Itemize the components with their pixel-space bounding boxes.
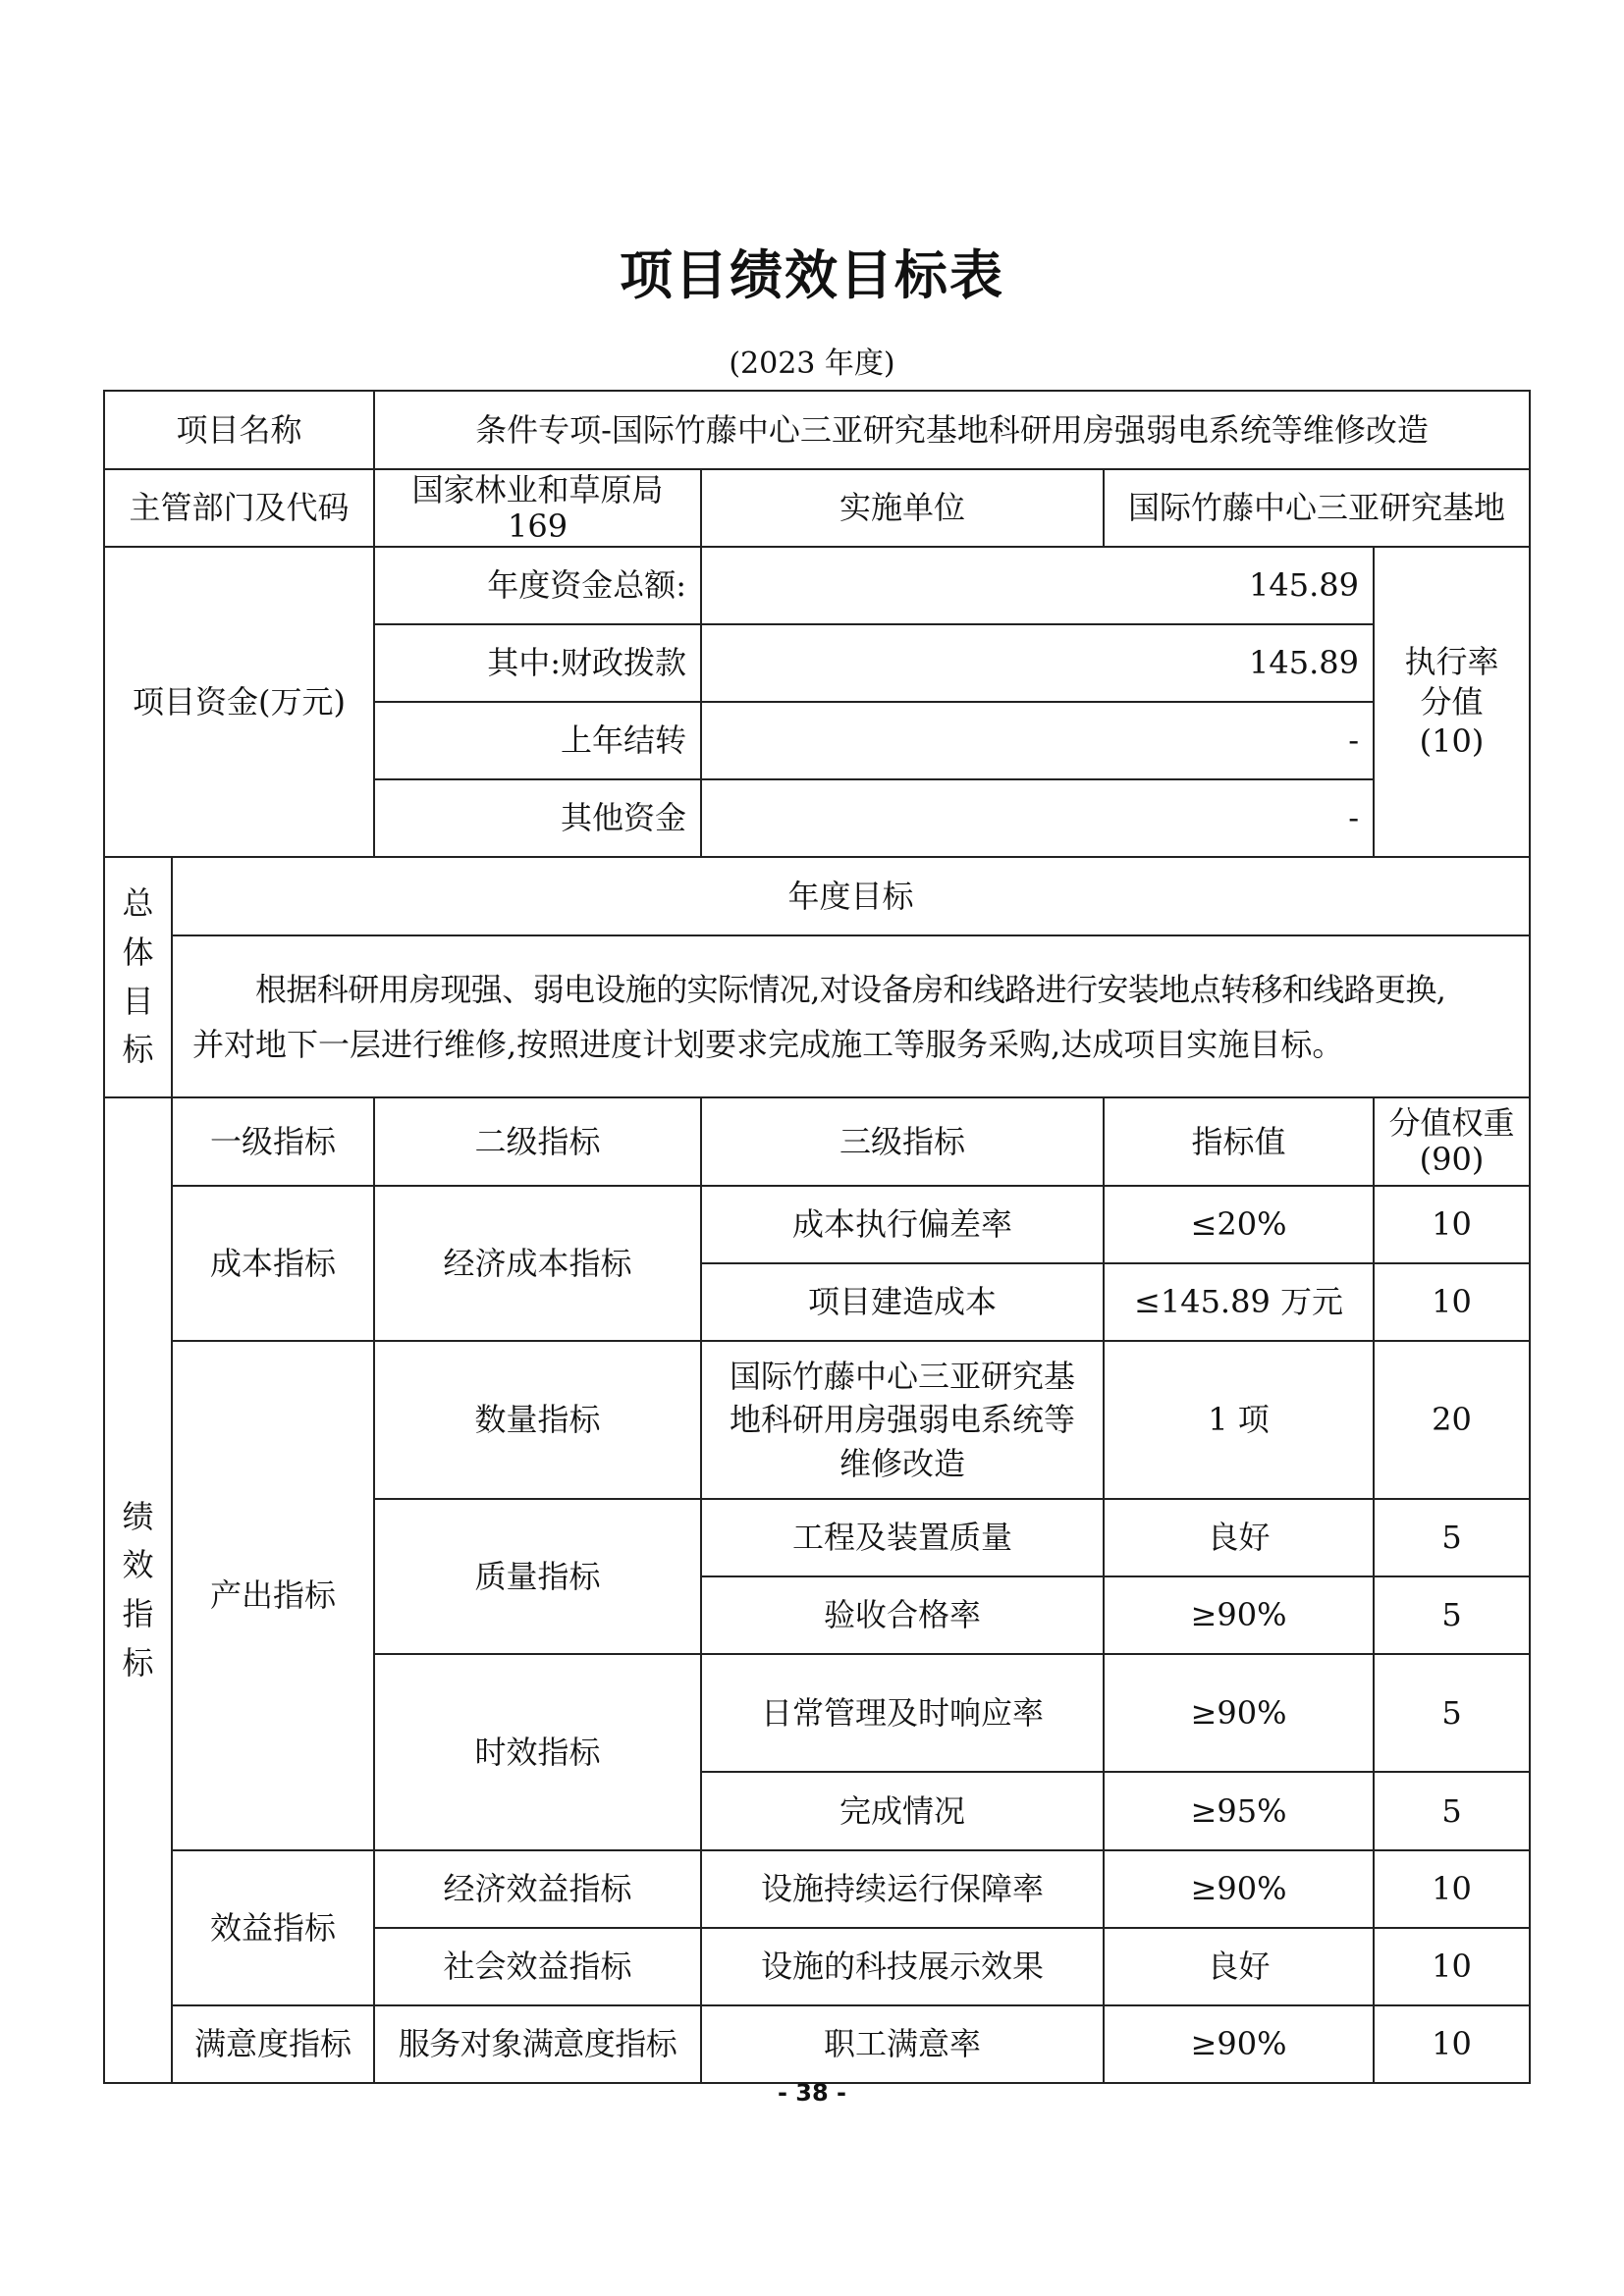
timeliness-row-weight: 5 — [1374, 1772, 1530, 1850]
dept-label: 主管部门及代码 — [104, 469, 374, 547]
funds-fiscal-value: 145.89 — [701, 624, 1374, 702]
cost-row-level3: 成本执行偏差率 — [701, 1186, 1104, 1263]
satisfaction-value: ≥90% — [1104, 2005, 1374, 2083]
timeliness-row-level3: 完成情况 — [701, 1772, 1104, 1850]
annual-goal-line2: 并对地下一层进行维修,按照进度计划要求完成施工等服务采购,达成项目实施目标。 — [192, 1025, 1344, 1063]
quality-row-weight: 5 — [1374, 1499, 1530, 1576]
timeliness-row-weight: 5 — [1374, 1654, 1530, 1772]
dept-value-name: 国家林业和草原局 — [411, 470, 664, 508]
header-level3: 三级指标 — [701, 1097, 1104, 1186]
page-subtitle: (2023 年度) — [729, 347, 895, 381]
quantity-value: 1 项 — [1104, 1341, 1374, 1499]
cost-row-weight: 10 — [1374, 1263, 1530, 1341]
benefit-row-value: 良好 — [1104, 1928, 1374, 2005]
dept-value-code: 169 — [507, 507, 568, 545]
annual-goal-text — [172, 935, 1530, 1097]
quantity-level3-line2: 地科研用房强弱电系统等 — [730, 1401, 1076, 1439]
execution-rate-line1: 执行率 — [1404, 642, 1499, 680]
funds-fiscal-label: 其中:财政拨款 — [374, 624, 701, 702]
satisfaction-level3: 职工满意率 — [701, 2005, 1104, 2083]
quality-row-level3: 验收合格率 — [701, 1576, 1104, 1654]
benefit-level1: 效益指标 — [172, 1850, 374, 2005]
satisfaction-level1: 满意度指标 — [172, 2005, 374, 2083]
quality-level2: 质量指标 — [374, 1499, 701, 1654]
quantity-level3-line3: 维修改造 — [839, 1444, 966, 1482]
satisfaction-weight: 10 — [1374, 2005, 1530, 2083]
impl-label: 实施单位 — [701, 469, 1104, 547]
cost-row-value: ≤145.89 万元 — [1104, 1263, 1374, 1341]
cost-row-weight: 10 — [1374, 1186, 1530, 1263]
annual-goal-line1: 根据科研用房现强、弱电设施的实际情况,对设备房和线路进行安装地点转移和线路更换, — [255, 970, 1446, 1008]
timeliness-row-level3: 日常管理及时响应率 — [701, 1654, 1104, 1772]
output-level1: 产出指标 — [172, 1341, 374, 1850]
performance-table — [103, 390, 1531, 2084]
quality-row-level3: 工程及装置质量 — [701, 1499, 1104, 1576]
indicator-side-char: 指 — [122, 1595, 154, 1632]
benefit-row-weight: 10 — [1374, 1928, 1530, 2005]
timeliness-row-value: ≥90% — [1104, 1654, 1374, 1772]
header-level1: 一级指标 — [172, 1097, 374, 1186]
funds-carryover-label: 上年结转 — [374, 702, 701, 779]
funds-label: 项目资金(万元) — [104, 547, 374, 857]
benefit-row-level3: 设施持续运行保障率 — [701, 1850, 1104, 1928]
indicators-side-label — [104, 1097, 172, 2083]
header-value: 指标值 — [1104, 1097, 1374, 1186]
benefit-row-level3: 设施的科技展示效果 — [701, 1928, 1104, 2005]
quality-row-value: 良好 — [1104, 1499, 1374, 1576]
goal-side-char: 标 — [122, 1031, 154, 1069]
indicator-side-char: 绩 — [122, 1497, 154, 1535]
benefit-row-level2: 经济效益指标 — [374, 1850, 701, 1928]
execution-rate-line2: 分值 — [1420, 682, 1484, 721]
annual-goal-header: 年度目标 — [172, 857, 1530, 935]
header-weight-line2: (90) — [1419, 1141, 1485, 1178]
goal-side-char: 体 — [122, 933, 154, 971]
satisfaction-level2: 服务对象满意度指标 — [374, 2005, 701, 2083]
page-title: 项目绩效目标表 — [620, 244, 1004, 306]
quality-row-value: ≥90% — [1104, 1576, 1374, 1654]
execution-rate-line3: (10) — [1419, 722, 1485, 761]
funds-other-value: - — [701, 779, 1374, 857]
timeliness-level2: 时效指标 — [374, 1654, 701, 1850]
quantity-level3 — [701, 1341, 1104, 1499]
project-name-value: 条件专项-国际竹藤中心三亚研究基地科研用房强弱电系统等维修改造 — [374, 391, 1530, 469]
benefit-row-weight: 10 — [1374, 1850, 1530, 1928]
indicator-side-char: 效 — [122, 1546, 154, 1584]
impl-value: 国际竹藤中心三亚研究基地 — [1104, 469, 1530, 547]
page-number: - 38 - — [777, 2079, 847, 2107]
goal-side-char: 总 — [122, 884, 154, 923]
funds-carryover-value: - — [701, 702, 1374, 779]
header-weight — [1374, 1097, 1530, 1186]
quality-row-weight: 5 — [1374, 1576, 1530, 1654]
funds-total-value: 145.89 — [701, 547, 1374, 624]
execution-rate-score — [1374, 547, 1530, 857]
quantity-level3-line1: 国际竹藤中心三亚研究基 — [730, 1358, 1076, 1396]
cost-level2: 经济成本指标 — [374, 1186, 701, 1341]
header-level2: 二级指标 — [374, 1097, 701, 1186]
cost-level1: 成本指标 — [172, 1186, 374, 1341]
quantity-level2: 数量指标 — [374, 1341, 701, 1499]
timeliness-row-value: ≥95% — [1104, 1772, 1374, 1850]
overall-goal-side-label — [104, 857, 172, 1097]
indicator-side-char: 标 — [122, 1643, 154, 1682]
benefit-row-value: ≥90% — [1104, 1850, 1374, 1928]
goal-side-char: 目 — [122, 982, 154, 1020]
project-name-label: 项目名称 — [104, 391, 374, 469]
header-weight-line1: 分值权重 — [1388, 1104, 1515, 1143]
quantity-weight: 20 — [1374, 1341, 1530, 1499]
cost-row-level3: 项目建造成本 — [701, 1263, 1104, 1341]
cost-row-value: ≤20% — [1104, 1186, 1374, 1263]
funds-total-label: 年度资金总额: — [374, 547, 701, 624]
funds-other-label: 其他资金 — [374, 779, 701, 857]
dept-value — [374, 469, 701, 547]
benefit-row-level2: 社会效益指标 — [374, 1928, 701, 2005]
